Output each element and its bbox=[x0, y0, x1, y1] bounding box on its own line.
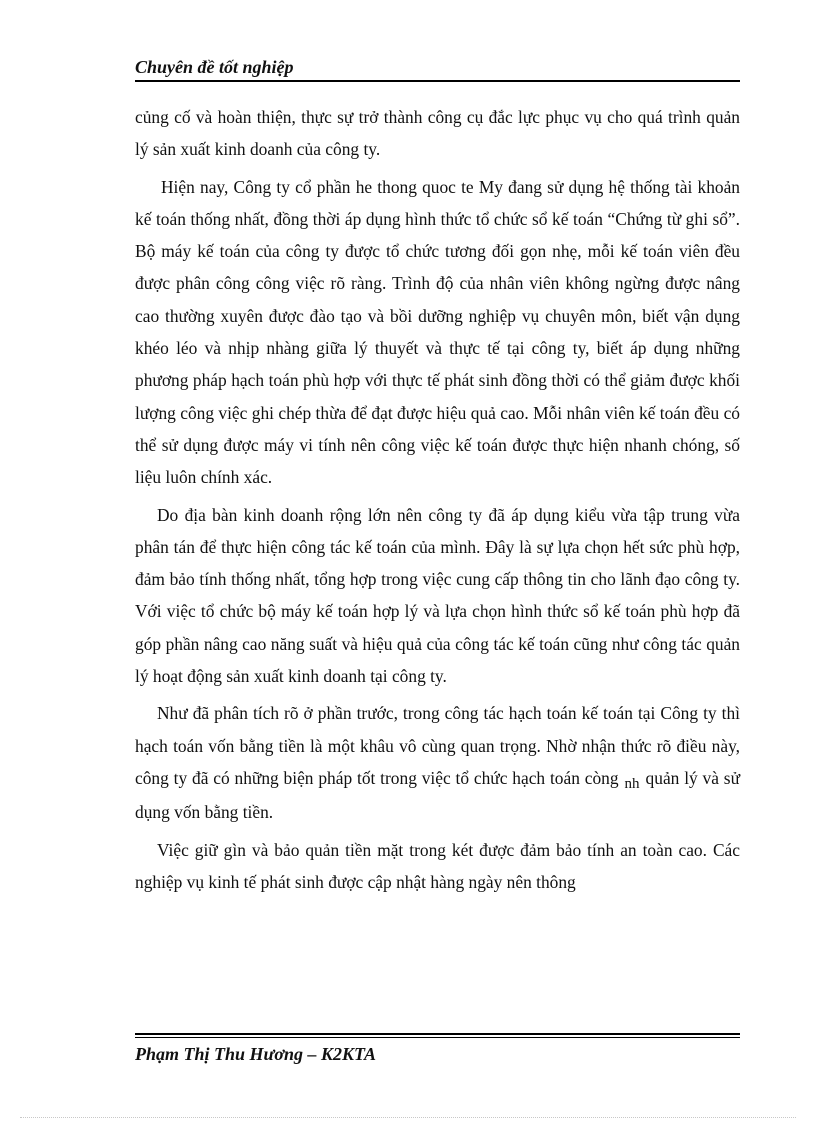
paragraph-4-text-before: Như đã phân tích rõ ở phần trước, trong công tác hạch toán kế toán tại Công ty thì hạch toán vốn bằng tiền là một khâu vô cùng quan trọng. Nhờ nhận thức rõ điều này, công ty đã có những biện pháp tốt trong việc tổ chức hạch toán còng bbox=[135, 703, 740, 788]
document-body bbox=[135, 101, 740, 898]
paragraph-5: Việc giữ gìn và bảo quản tiền mặt trong két được đảm bảo tính an toàn cao. Các nghiệp vụ kinh tế phát sinh được cập nhật hàng ngày nên thông bbox=[135, 839, 740, 892]
paragraph-1: củng cố và hoàn thiện, thực sự trở thành công cụ đắc lực phục vụ cho quá trình quản lý sản xuất kinh doanh của công ty. bbox=[135, 107, 740, 160]
page-footer bbox=[135, 1033, 740, 1066]
paragraph-2: Hiện nay, Công ty cổ phần he thong quoc te My đang sử dụng hệ thống tài khoản kế toán thống nhất, đồng thời áp dụng hình thức tổ chức sổ kế toán “Chứng từ ghi sổ”. Bộ máy kế toán của công ty được tổ chức tương đối gọn nhẹ, mỗi kế toán viên đều được phân công công việc rõ ràng. Trình độ của nhân viên không ngừng được nâng cao thường xuyên được đào tạo và bồi dưỡng nghiệp vụ chuyên môn, biết vận dụng khéo léo và nhịp nhàng giữa lý thuyết và thực tế tại công ty, biết áp dụng những phương pháp hạch toán phù hợp với thực tế phát sinh đồng thời có thể giảm được khối lượng công việc ghi chép thừa để đạt được hiệu quả cao. Mỗi nhân viên kế toán đều có thể sử dụng được máy vi tính nên công việc kế toán được thực hiện nhanh chóng, số liệu luôn chính xác. bbox=[135, 176, 740, 488]
footer-rule-thin bbox=[135, 1037, 740, 1038]
page-edge-dotted-line bbox=[20, 1117, 796, 1118]
paragraph-4 bbox=[135, 697, 740, 828]
header-title: Chuyên đề tốt nghiệp bbox=[135, 57, 294, 77]
footer-rule-thick bbox=[135, 1033, 740, 1035]
page-header bbox=[135, 56, 740, 82]
paragraph-4-inline-fragment: nh bbox=[624, 775, 640, 792]
header-rule bbox=[135, 80, 740, 82]
footer-author: Phạm Thị Thu Hương – K2KTA bbox=[135, 1044, 377, 1064]
paragraph-3: Do địa bàn kinh doanh rộng lớn nên công ty đã áp dụng kiểu vừa tập trung vừa phân tán để thực hiện công tác kế toán của mình. Đây là sự lựa chọn hết sức phù hợp, đảm bảo tính thống nhất, tổng hợp trong việc cung cấp thông tin cho lãnh đạo công ty. Với việc tổ chức bộ máy kế toán hợp lý và lựa chọn hình thức sổ kế toán phù hợp đã góp phần nâng cao năng suất và hiệu quả của công tác kế toán cũng như công tác quản lý hoạt động sản xuất kinh doanh tại công ty. bbox=[135, 504, 740, 687]
paragraph-4-text-after: quản lý và sử dụng vốn bằng tiền. bbox=[135, 767, 741, 823]
